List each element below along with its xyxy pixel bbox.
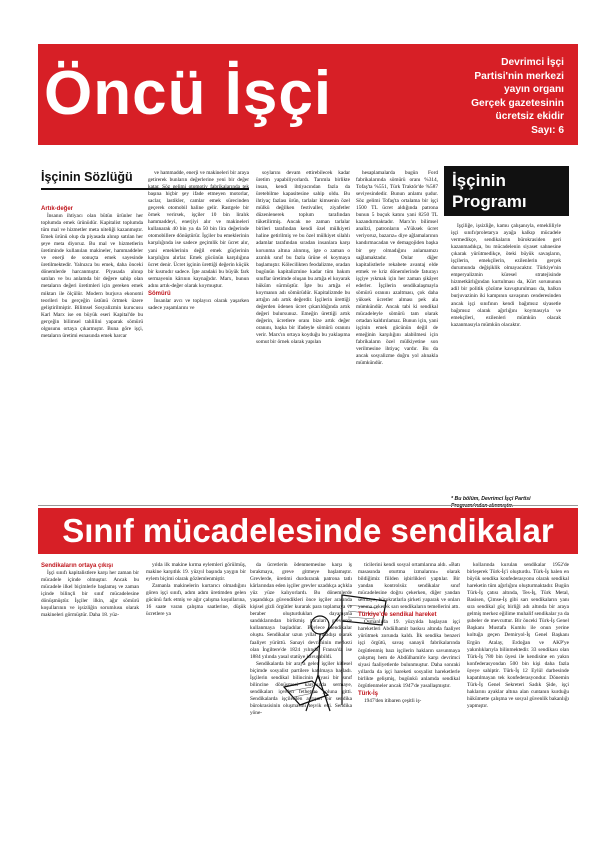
sozluk-column-3 (256, 170, 350, 497)
paragraph: İşçi sınıfı kapitalistlere karşı her zaman bir mücadele içinde olmuştur. Ancak bu mücadele ilkel biçimlerle başlamış ve zaman içinde bilinçli bir sınıf mücadelesine dönüşmüştür. İşçiler ilkin, ağır sömürü koşullarının ve işsizliğin sorumlusu olarak makineleri görmüştür. Daha 18. yüz- (41, 570, 139, 619)
article-column-1 (41, 562, 139, 840)
tagline-line: ücretsiz ekidir (495, 111, 564, 122)
paragraph: da ücretlerin ödenmemesine karşı iş bırakmaya, greve gitmeye başlamıştır. Grevlerde, üretimi durdurarak patrona tatlı kârlarından eden işçiler grevler uzadıkça açlıkla yüz yüze kalıyorlardı. Bu dönemlerde yaşandıkça güvendikleri önce işçiler arasında kişisel gizli örgütler kurarak para toplamaya ve beraber oluşturdukları dayanışma sandıklarından birikmiş paraları grevlerde kullanmaya başladılar. Böylece sendikalar oluştu. Sendikalar uzun yıllar yasadışı olarak faaliyet yürüttü. Sanayi devriminin merkezi olan İngiltere'de 1824 yılında, Fransa'da ise 1884 yılında yasal statüye kavuşabildi. (250, 562, 352, 660)
subheading-somuru: Sömürü (148, 290, 171, 297)
sozluk-title: İşçinin Sözlüğü (41, 170, 133, 184)
sozluk-column-2 (148, 170, 249, 497)
subheading-artik-deger: Artık-değer (41, 206, 74, 212)
program-title-box (444, 166, 569, 216)
paragraph: Sendikalarda bir araya gelen işçiler kitlesel biçimde sosyalist partilere katılmaya başladı. İşçilerin sendikal bilincinin siyasi bir sınıf bilincine dönüşmesi karşısında sermaye, sendikaları içerden fethetme yoluna gitti. Sendikalarda işçilerden ayrışan bir sendika bürokrasisinin oluşmasını teşvik etti. Sendika yöne- (250, 660, 352, 716)
article-column-4 (358, 562, 460, 840)
program-title-line: Programı (452, 192, 527, 211)
paragraph: hesaplamalarda bugün Ford fabrikalarında sömürü oranı %314, Tofaş'ta %551, Türk Traktör'de %587 seviyesindedir. Bunun anlamı şudur. Söz gelimi Tofaş'ta ortalama bir işçi 1500 TL ücret aldığında patrona bunun 5 buçuk katını yani 8250 TL kazandırmaktadır. Marx'ın bilimsel analizi, patronların «Yüksek ücret veriyoruz, bazarız» diye ağlamalarının kandırmacadan ve demagojiden başka bir şey olmadığını anlamamızı sağlamaktadır. Onlar diğer kapitalistlerle rekabete avantaj elde etmek ve kriz dönemlerinde faturayı işçiye yıkmak için her zaman şikâyet ederler. İşçilerin sendikalaşmayla sömürü oranını azaltması, çok daha yüksek ücretler alması pek ala mümkündür. Ancak tabi ki sendikal mücadeleyle sömürü tam olarak ortadan kaldırılamaz. Bunun için, yani işçinin emek gücünün değil de emeğinin karşılığını alabilmesi için fabrikaların özel mülkiyetine son verilmesine ihtiyaç vardır. Bu da ancak sosyalizme doğru yol alınakla mümkündür. (356, 170, 438, 367)
tagline-line: Gerçek gazetesinin (471, 97, 564, 109)
paragraph: yılda ilk makine kırma eylemleri görülmüş, makine karşıtlık 19. yüzyıl başında yaygın bir eylem biçimi olarak gözlemlenmiştir. (146, 562, 246, 583)
tagline-line: Devrimci İşçi (501, 57, 564, 68)
headline-banner (38, 508, 578, 554)
paragraph: Zamanla makinelerin kurtarıcı olmadığını gören işçi sınıfı, adım adım üretimden gelen gücünü fark etmiş ve ağır çalışma koşullarına, 16 saate varan çalışma saatlerine, düşük ücretlere ya (146, 583, 246, 618)
masthead (38, 44, 578, 145)
sozluk-column-4 (356, 170, 438, 497)
program-title (452, 170, 527, 212)
tagline-line: Partisi'nin merkezi (474, 70, 564, 82)
subheading-turk-is: Türk-İş (358, 690, 379, 697)
main-headline: Sınıf mücadelesinde sendikalar (62, 512, 554, 549)
paragraph: 1947'den itibaren çeşitli iş- (364, 697, 422, 704)
paragraph: kollarında kurulan sendikalar 1952'de birleşerek Türk-İş'i oluşturdu. Türk-İş halen en büyük sendika konfederasyonu olarak sendikal hareketin tüm ağırlığını oluşturmaktadır. Bugün Türk-İş çatısı altında, Tes-İş, Türk Metal, Basisen, Çimse-İş gibi sarı sendikaların yanı sıra sendikal güç birliği adı altında bir araya gelmiş merkez eğilime muhalif sendikalar ya da şubeler de mevcuttur. Bir önceki Türk-İş Genel Başkanı Mustafa Kumlu ile onun yerine koltuğa geçen Demiryol-İş Genel Başkanı Ergün Atalay, Erdoğan ve AKP'ye yakınlıklarıyla bilinmektedir. 33 sendikası olan Türk-İş 780 bin üyesi ile kendisine en yakın konfederasyondan 500 bin kişi daha fazla üyeye sahiptir. Türk-İş 12 Eylül darbesinde kapatılmayan tek konfederasyondur. Dönemin Türk-İş Genel Sekreteri Sadık Şide, işçi haklarını ayaklar altına alan cuntanın kurduğu hükümette çalışma ve sosyal güvenlik bakanlığı yapmıştır. (467, 562, 569, 709)
article-column-3 (250, 562, 352, 840)
paragraph: İşçiliğe, işsizliğe, kamu çalışanıyla, emekliliyle işçi sınıfı/proletarya ayağa kalkıp mücadele vermedikçe, sendikaların bürokrasiden geri kazanmadıkça, bu mücadelenin siyaset sahnesine çıkarak yürütmedikçe, öteki büyük savaşların, işçilerin, emekçilerin, ezilenlerin gerçek durumunda değişiklik olmayacaktır. Türkiye'nin emperyalizmin küresel stratejisinde hizmetkârlığından kurtulması da, Kürt sorununun adil bir politik çözüme kavuşturulması da, halkın burjuvazinin iki kampının savaşının cenderesinden ancak işçi sınıfının kendi bağımsız siyasetle bağımsız olarak ağırlığını koymasıyla ve emekçileri, ezilenleri mümkün olacak kazanmasıyla mümkün olacaktır. (451, 223, 561, 328)
program-source-note: * Bu bölüm, Devrimci İşçi Partisi (451, 496, 531, 502)
article-column-2 (146, 562, 246, 840)
issue-number: Sayı: 6 (531, 124, 564, 136)
tagline-line: yayın organı (503, 84, 564, 95)
program-column (451, 223, 561, 493)
paragraph: Osmanlı'da 19. yüzyılda başlayan işçi hareketleri Abdülhamit baskısı altında faaliyet yürütmek zorunda kaldı. İlk sendika benzeri işçi örgütü, savaş sanayii fabrikalarında örgütlenmiş bazı işçilerin hakların savunmaya çalışmış hem de Abdülhamit'e karşı devrimci siyasi faaliyetlerde bulunmuştur. Daha sonraki yıllarda da işçi hareketi sosyalist hareketlerle birlikte gelişmiş, bugünkü anlamda sendikal örgütlenmeler ancak 1947'de yasallaşmıştır. (358, 619, 460, 689)
paragraph: ve hammadde, enerji ve makineleri bir araya getirerek bunların değerlerine yeni bir değer katar. Söz gelimi otomotiv fabrikalarında tek başına hiçbir şey ifade etmeyen motorlar, saclar, lastikler, camlar emek sürecinden geçerek otomobil haline gelir. Rastgele bir örnek verirsek, işçiler 10 bin liralık hammaddeyi, enerjiyi alır ve makineleri kullanarak 40 bin ya da 50 bin lira değerinde otomobillere dönüştürür. İşçiler bu emeklerinin karşılığında ise sadece geçimlik bir ücret alır, yani emeklerinin değil emek güçlerinin karşılığını alırlar. Emek gücünün karşılığına ücret denir. Ücret işçinin ürettiği değerin küçük bir kısmıdır sadece. İşte aradaki bu büyük fark sermayenin kârının kaynağıdır. Marx, bunun adını artık-değer olarak koymuştur. (148, 170, 249, 289)
subheading-sendikalarin-ortaya-cikisi: Sendikaların ortaya çıkışı (41, 563, 114, 569)
paragraph: ticilerini kendi sosyal ortamlarına aldı. «Batı masasında oturtma izmalarını» olarak bildiğimiz fiilden işbirlikleri yaptılar. Bir yandan kontrolsüz sendikalar sınıf mücadelesine doğru çekerken, diğer yandan sermaye, bürokratlarla şirketi yaparak ve onları yanına çekerek sarı sendikaların temellerini attı. (358, 562, 460, 611)
article-column-5 (467, 562, 569, 840)
sozluk-column-1 (41, 205, 143, 497)
subheading-turkiyede-sendikal-hareket: Türkiye'de sendikal hareket (358, 612, 437, 619)
program-title-line: İşçinin (452, 171, 506, 190)
newspaper-title: Öncü İşçi (44, 59, 333, 128)
divider (38, 505, 578, 506)
paragraph: soylarını devam ettirebilecek kadar üretim yapabiliyorlardı. Tarımla birlikte insan, kendi ihtiyacından fazla da üretebilme kapasitesine sahip oldu. Bu ihtiyaç fazlası ürün, tarlalar kimsenin özel mülkü değilken festivaller, ziyafetler düzenlenerek toplum tarafından tüketilirmiş. Ancak ne zaman tarlalar birileri tarafından kendi özel mülkiyeti haline getirilmiş ve bu özel mülkiyet silahlı adamlar tarafından sıradan insanlara karşı korunma altına alınmış, işte o zaman o azınlık sınıf bu fazla ürüne el koymaya başlamıştır. Kölecilikten feodalizme, oradan bugünün kapitalizmine kadar tüm bakım sınıflar üretimde oluşan bu artığa el koyarak hüküm sürmüştür. İşte bu artığa el koymanın adı sömürüdür. Kapitalizmde bu artığın adı artık değerdir. İşçilerin ürettiği değerden ödenen ücret çıkarıldığında artık değeri bulursunuz. Emeğin ürettiği artık değerin, ücretlere oranı bize artık değer oranını, başka bir ifadeyle sömürü oranını verir. Marx'ın ortaya koyduğu bu yaklaşıma somut bir örnek olarak yapılan (256, 170, 350, 346)
paragraph: İnsanın ihtiyacı olan bütün ürünler her toplumda emek ürünüdür. Kapitalist toplumda tüm mal ve hizmetler meta niteliği kazanmıştır. Emek ürünü olup da piyasada alınıp satılan her şeye meta diyoruz. Bu mal ve hizmetlerin üretiminde kullanılan makineler, hammaddeler ve enerji de sonuçta emek sayesinde üretilmektedir. Yalnızca bu emek, daha önceki dönemlerde harcanmıştır. Piyasada alınıp satılan ve bu anlamda bir değere sahip olan metaların değeri üretimleri için gereken emek miktarı ile ölçülür. Modern burjuva ekonomi teorileri bu gerçeğin üstünü örtmek üzere geliştirilmiştir. Bilimsel Sosyalizmin kurucusu Karl Marx ise en büyük eseri Kapital'de bu gerçeğin bilimsel tahlilini yaparak sömürü olgusunu ortaya çıkarmıştır. Buna göre işçi, metaların üretimi esnasında emek harcar (41, 213, 143, 339)
paragraph: İnsanlar avcı ve toplayıcı olarak yaşarken sadece yaşamlarını ve (148, 297, 249, 311)
masthead-tagline (414, 56, 564, 137)
